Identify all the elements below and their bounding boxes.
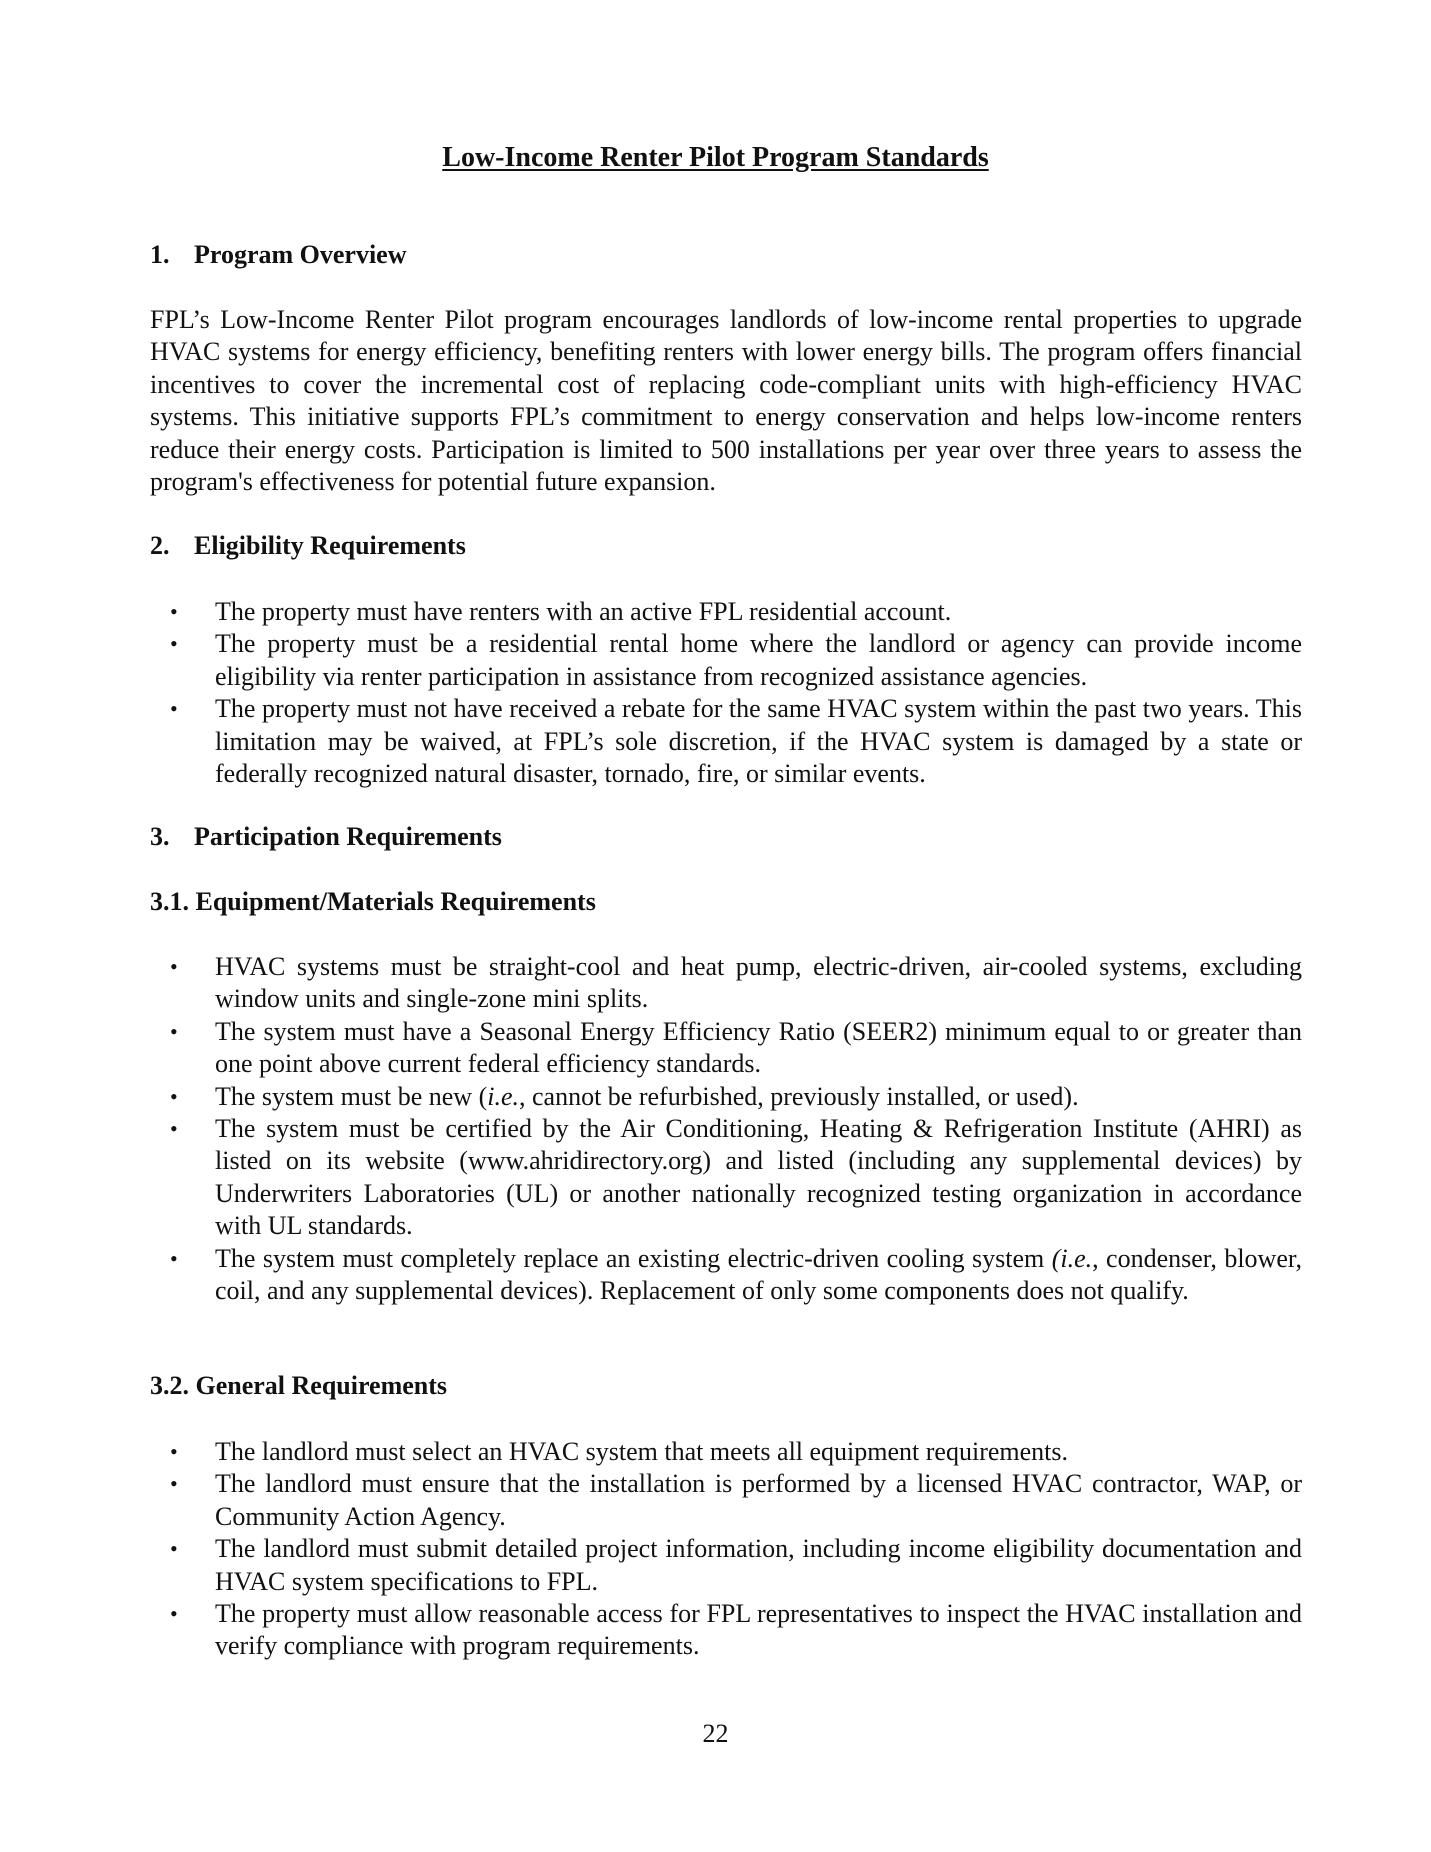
- section-number: 2.: [150, 531, 170, 560]
- list-item: • HVAC systems must be straight-cool and heat pump, electric-driven, air-cooled systems, excluding window units and single-zone mini splits.: [150, 951, 1302, 1016]
- section-heading: [150, 530, 1302, 562]
- list-item: • The property must not have received a rebate for the same HVAC system within the past two years. This limitation may be waived, at FPL’s sole discretion, if the HVAC system is damaged by a state or federally recognized natural disaster, tornado, fire, or similar events.: [150, 693, 1302, 790]
- list-item-text: The system must be new (: [215, 1081, 488, 1111]
- general-list-wrap: [150, 1436, 1302, 1663]
- section-eligibility: [150, 530, 1302, 562]
- eligibility-list: [150, 596, 1302, 790]
- section-heading: [150, 821, 1302, 853]
- section-number: 3.: [150, 822, 170, 851]
- section-participation: [150, 821, 1302, 853]
- section-heading: [150, 239, 1302, 271]
- general-list: [150, 1436, 1302, 1663]
- subsection-heading: 3.1. Equipment/Materials Requirements: [150, 887, 596, 916]
- equipment-list-wrap: [150, 951, 1302, 1307]
- equipment-list: [150, 951, 1302, 1307]
- list-item: • The landlord must select an HVAC system that meets all equipment requirements.: [150, 1436, 1302, 1468]
- section-heading-text: Program Overview: [194, 240, 407, 269]
- section-number: 1.: [150, 240, 170, 269]
- list-item: [150, 1243, 1302, 1308]
- list-item-text: , condenser, blower, coil, and any supplemental devices). Replacement of only some components does not qualify.: [215, 1243, 1302, 1306]
- list-item: • The property must be a residential rental home where the landlord or agency can provide income eligibility via renter participation in assistance from recognized assistance agencies.: [150, 628, 1302, 693]
- list-item: • The property must allow reasonable access for FPL representatives to inspect the HVAC installation and verify compliance with program requirements.: [150, 1598, 1302, 1663]
- list-item: • The landlord must ensure that the installation is performed by a licensed HVAC contractor, WAP, or Community Action Agency.: [150, 1468, 1302, 1533]
- program-overview-body: [150, 304, 1302, 498]
- list-item: • The landlord must submit detailed project information, including income eligibility documentation and HVAC system specifications to FPL.: [150, 1533, 1302, 1598]
- program-overview-paragraph: FPL’s Low-Income Renter Pilot program encourages landlords of low-income rental properties to upgrade HVAC systems for energy efficiency, benefiting renters with lower energy bills. The program offers financial incentives to cover the incremental cost of replacing code-compliant units with high-efficiency HVAC systems. This initiative supports FPL’s commitment to energy conservation and helps low-income renters reduce their energy costs. Participation is limited to 500 installations per year over three years to assess the program's effectiveness for potential future expansion.: [150, 305, 1302, 497]
- list-item: • The system must have a Seasonal Energy Efficiency Ratio (SEER2) minimum equal to or greater than one point above current federal efficiency standards.: [150, 1016, 1302, 1081]
- section-heading-text: Participation Requirements: [194, 822, 502, 851]
- eligibility-list-wrap: [150, 596, 1302, 790]
- subsection-heading: 3.2. General Requirements: [150, 1371, 448, 1400]
- section-general: [150, 1370, 1302, 1402]
- section-heading-text: Eligibility Requirements: [194, 531, 466, 560]
- section-program-overview: [150, 239, 1302, 271]
- list-item: [150, 1081, 1302, 1113]
- page-title: [0, 141, 1431, 175]
- list-item-text: , cannot be refurbished, previously installed, or used).: [519, 1081, 1079, 1111]
- list-item-text: The system must completely replace an existing electric-driven cooling system: [215, 1243, 1052, 1273]
- list-item: • The property must have renters with an active FPL residential account.: [150, 596, 1302, 628]
- page-title-text: Low-Income Renter Pilot Program Standards: [442, 142, 989, 173]
- list-item-emphasis: i.e.: [487, 1081, 519, 1111]
- list-item-emphasis: (i.e.: [1051, 1243, 1093, 1273]
- page-number: 22: [702, 1719, 729, 1748]
- list-item: • The system must be certified by the Air Conditioning, Heating & Refrigeration Institute (AHRI) as listed on its website (www.ahridirectory.org) and listed (including any supplemental devices) by Underwriters Laboratories (UL) or another nationally recognized testing organization in accordance with UL standards.: [150, 1113, 1302, 1243]
- section-equipment: [150, 886, 1302, 918]
